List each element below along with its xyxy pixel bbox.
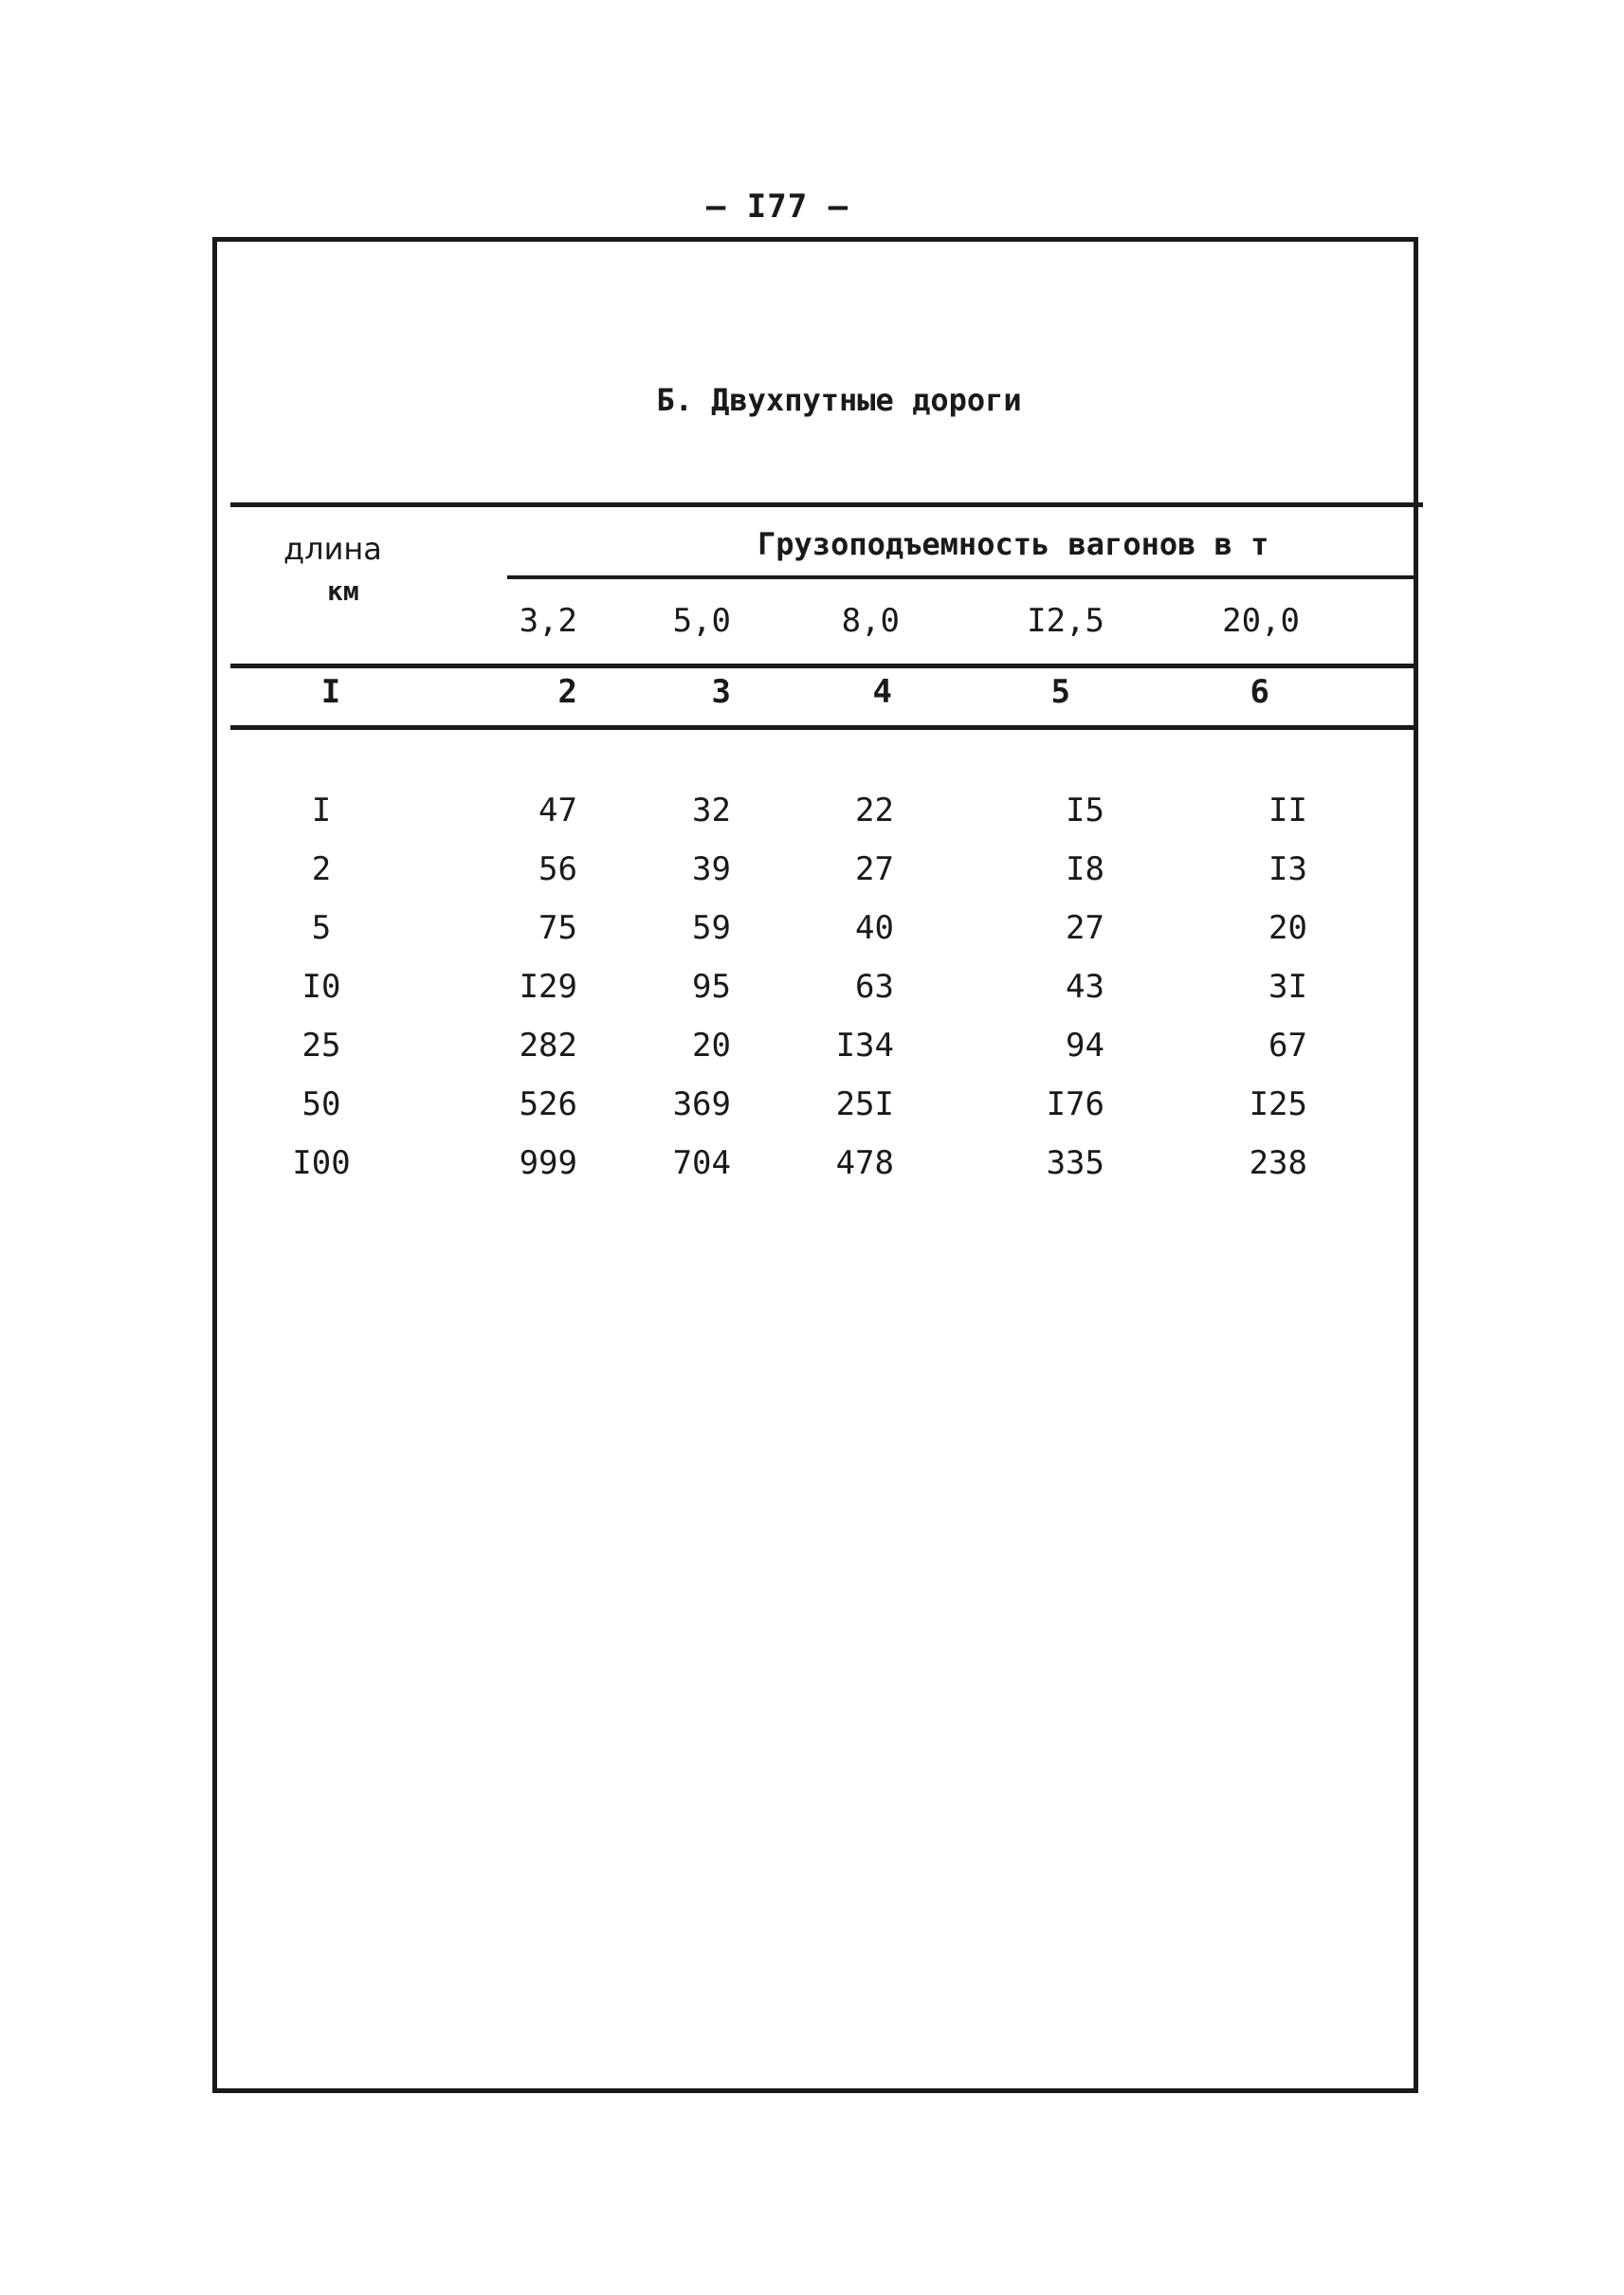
value-cell: 238 xyxy=(1249,1144,1307,1182)
value-cell: 20 xyxy=(1268,909,1307,947)
value-cell: I8 xyxy=(1066,850,1104,888)
column-number: I xyxy=(320,673,341,711)
length-cell: 5 xyxy=(311,909,332,947)
rule-capacity xyxy=(507,575,1414,579)
length-cell: I0 xyxy=(301,968,341,1006)
length-cell: 50 xyxy=(301,1085,341,1123)
page-number: – I77 – xyxy=(705,188,849,226)
length-cell: 2 xyxy=(311,850,332,888)
header-capacity: Грузоподъемность вагонов в т xyxy=(757,526,1269,562)
value-cell: 478 xyxy=(835,1144,894,1182)
section-title: Б. Двухпутные дороги xyxy=(656,382,1022,418)
value-cell: I5 xyxy=(1066,792,1104,829)
value-cell: 27 xyxy=(1066,909,1104,947)
length-cell: I xyxy=(311,792,332,829)
value-cell: 282 xyxy=(519,1027,577,1065)
rule-header-bottom xyxy=(230,664,1414,668)
value-cell: 56 xyxy=(538,850,577,888)
capacity-value: 3,2 xyxy=(519,602,577,640)
value-cell: 25I xyxy=(835,1085,894,1123)
value-cell: 67 xyxy=(1268,1027,1307,1065)
value-cell: 63 xyxy=(855,968,894,1006)
value-cell: I3 xyxy=(1268,850,1307,888)
value-cell: 59 xyxy=(692,909,731,947)
column-number: 4 xyxy=(872,673,892,711)
capacity-value: 8,0 xyxy=(841,602,900,640)
header-length: длина xyxy=(283,531,382,567)
value-cell: II xyxy=(1268,792,1307,829)
value-cell: 22 xyxy=(855,792,894,829)
rule-top xyxy=(230,502,1423,507)
value-cell: 704 xyxy=(672,1144,731,1182)
rule-column-numbers xyxy=(230,725,1414,730)
value-cell: 94 xyxy=(1066,1027,1104,1065)
length-cell: I00 xyxy=(292,1144,351,1182)
capacity-value: I2,5 xyxy=(1027,602,1104,640)
value-cell: I25 xyxy=(1249,1085,1307,1123)
value-cell: 75 xyxy=(538,909,577,947)
value-cell: 47 xyxy=(538,792,577,829)
value-cell: I76 xyxy=(1046,1085,1104,1123)
value-cell: 3I xyxy=(1268,968,1307,1006)
table-frame xyxy=(212,237,1418,2093)
length-cell: 25 xyxy=(301,1027,341,1065)
value-cell: 95 xyxy=(692,968,731,1006)
capacity-value: 5,0 xyxy=(672,602,731,640)
capacity-value: 20,0 xyxy=(1222,602,1300,640)
value-cell: I34 xyxy=(835,1027,894,1065)
value-cell: 39 xyxy=(692,850,731,888)
value-cell: 999 xyxy=(519,1144,577,1182)
column-number: 3 xyxy=(711,673,731,711)
value-cell: 369 xyxy=(672,1085,731,1123)
value-cell: 40 xyxy=(855,909,894,947)
column-number: 6 xyxy=(1250,673,1269,711)
header-km: км xyxy=(327,575,359,607)
value-cell: 32 xyxy=(692,792,731,829)
value-cell: 526 xyxy=(519,1085,577,1123)
value-cell: 20 xyxy=(692,1027,731,1065)
value-cell: 27 xyxy=(855,850,894,888)
column-number: 2 xyxy=(557,673,577,711)
value-cell: 335 xyxy=(1046,1144,1104,1182)
value-cell: 43 xyxy=(1066,968,1104,1006)
column-number: 5 xyxy=(1050,673,1070,711)
value-cell: I29 xyxy=(519,968,577,1006)
